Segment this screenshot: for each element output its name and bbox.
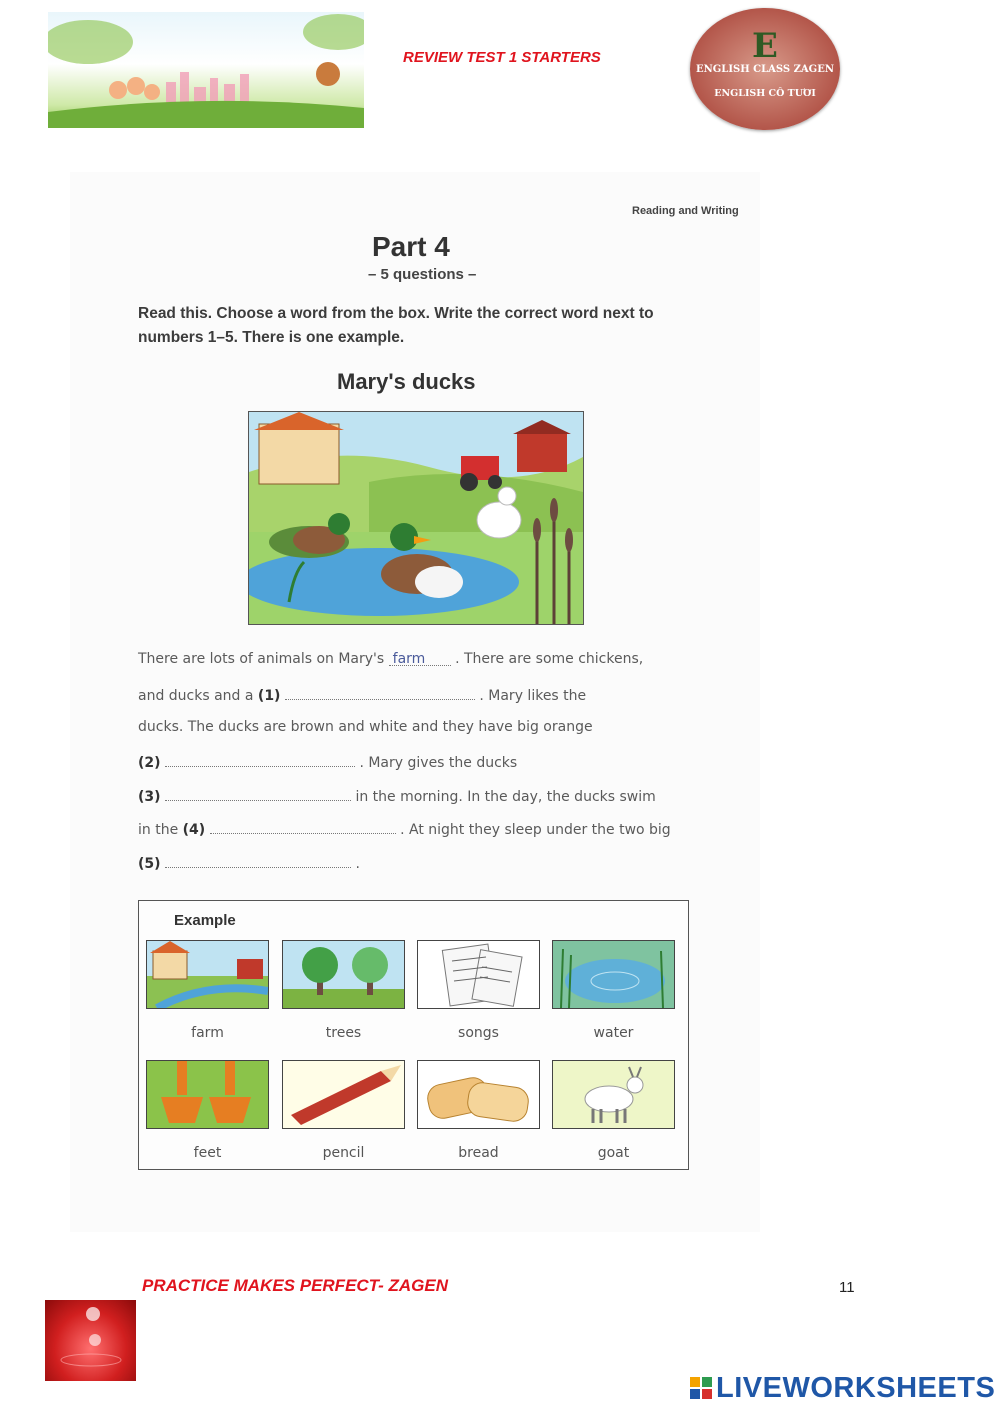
- example-answer-blank: [389, 651, 451, 666]
- word-feet: feet: [193, 1145, 222, 1161]
- story-line-6: [138, 819, 671, 838]
- feet-picture: [146, 1060, 269, 1129]
- section-label: Reading and Writing: [632, 205, 739, 217]
- question-number-4: (4): [182, 822, 206, 838]
- story-text: . Mary likes the: [479, 688, 587, 704]
- story-line-4: [138, 752, 517, 771]
- answer-blank-4[interactable]: [210, 819, 396, 834]
- word-songs: songs: [458, 1025, 499, 1041]
- answer-blank-3[interactable]: [165, 786, 351, 801]
- example-answer: farm: [392, 651, 426, 667]
- story-text: and ducks and a: [138, 688, 254, 704]
- word-pencil: pencil: [322, 1145, 365, 1161]
- farm-picture: [146, 940, 269, 1009]
- logo-name: ENGLISH CLASS ZAGEN: [696, 64, 834, 75]
- word-trees: trees: [325, 1025, 362, 1041]
- pencil-picture: [282, 1060, 405, 1129]
- water-drop-image: [45, 1300, 136, 1381]
- header-banner-image: [48, 12, 364, 128]
- water-picture: [552, 940, 675, 1009]
- story-line-7: [138, 853, 360, 872]
- story-text: . At night they sleep under the two big: [400, 822, 671, 838]
- story-title: Mary's ducks: [337, 369, 476, 394]
- story-text: in the: [138, 822, 179, 838]
- story-line-3: ducks. The ducks are brown and white and they have big orange: [138, 719, 593, 735]
- word-goat: goat: [597, 1145, 630, 1161]
- worksheet-title: REVIEW TEST 1 STARTERS: [403, 49, 601, 66]
- trees-picture: [282, 940, 405, 1009]
- question-number-2: (2): [138, 755, 161, 771]
- answer-blank-5[interactable]: [165, 853, 351, 868]
- class-logo: [690, 8, 840, 130]
- question-number-5: (5): [138, 856, 161, 872]
- example-label: Example: [174, 912, 236, 929]
- story-text: . There are some chickens,: [455, 651, 644, 667]
- word-bread: bread: [458, 1145, 499, 1161]
- story-text: in the morning. In the day, the ducks swim: [355, 789, 656, 805]
- part-title: Part 4: [372, 231, 450, 262]
- bread-picture: [417, 1060, 540, 1129]
- liveworksheets-mark-icon: [690, 1374, 712, 1396]
- logo-subtitle: ENGLISH CÔ TƯƠI: [714, 88, 816, 99]
- word-water: water: [593, 1025, 634, 1041]
- question-number-1: (1): [257, 688, 281, 704]
- answer-blank-2[interactable]: [165, 752, 355, 767]
- liveworksheets-logo[interactable]: [690, 1372, 995, 1405]
- logo-letter: E: [752, 26, 778, 66]
- footer-motto: PRACTICE MAKES PERFECT- ZAGEN: [142, 1276, 449, 1295]
- story-text: . Mary gives the ducks: [359, 755, 518, 771]
- instructions: Read this. Choose a word from the box. Write the correct word next to numbers 1–5. There is one example.: [138, 305, 654, 346]
- page-number: 11: [839, 1279, 855, 1296]
- question-number-3: (3): [138, 789, 161, 805]
- brand-name: LIVEWORKSHEETS: [716, 1372, 996, 1404]
- songs-picture: [417, 940, 540, 1009]
- answer-blank-1[interactable]: [285, 685, 475, 700]
- story-text: There are lots of animals on Mary's: [138, 651, 385, 667]
- story-line-1: [138, 651, 643, 667]
- story-line-2: [138, 685, 586, 704]
- farm-scene-illustration: [248, 411, 584, 625]
- word-farm: farm: [191, 1025, 224, 1041]
- story-line-5: [138, 786, 656, 805]
- question-count: – 5 questions –: [368, 266, 477, 283]
- goat-picture: [552, 1060, 675, 1129]
- story-text: .: [355, 856, 360, 872]
